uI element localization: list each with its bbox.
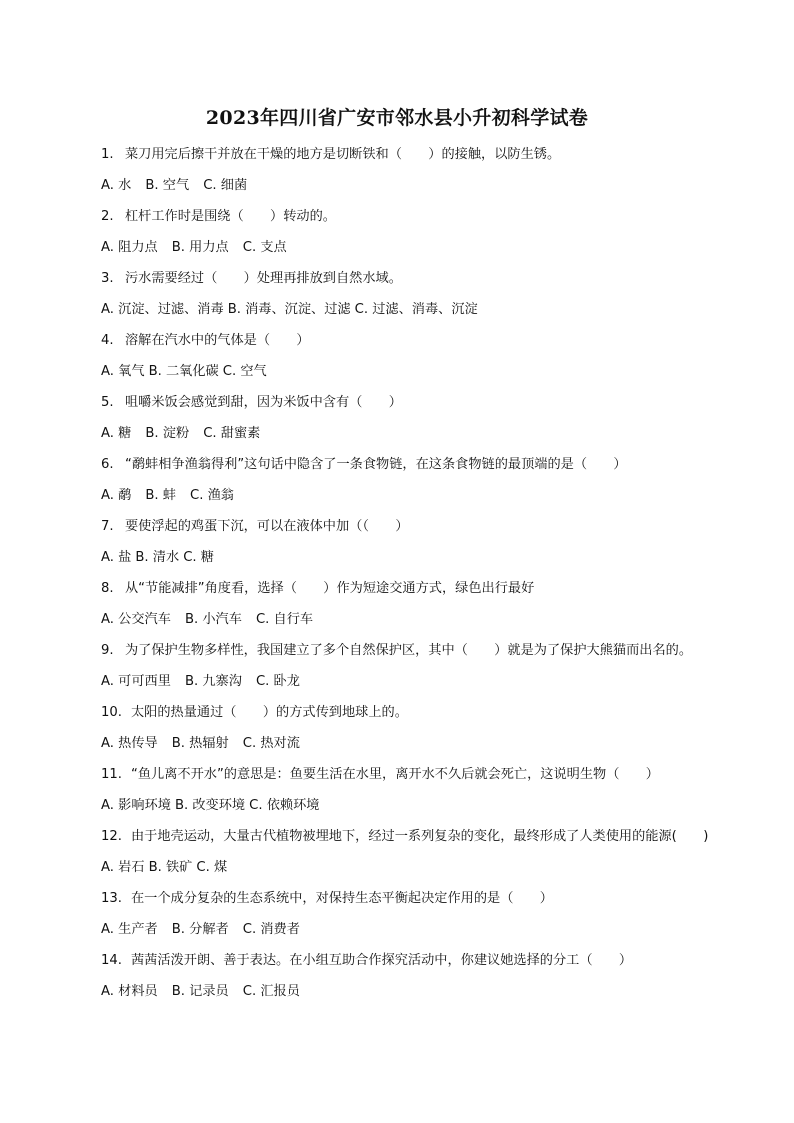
option-b: B. 消毒、沉淀、过滤 (227, 302, 351, 317)
question-number: 5. (101, 395, 114, 410)
option-b: B. 热辐射 (171, 736, 229, 751)
question-number: 10. (101, 705, 122, 720)
question-number: 7. (101, 519, 114, 534)
question-item-2 (101, 204, 761, 266)
question-text: 从“节能减排”角度看，选择（ ）作为短途交通方式，绿色出行最好 (125, 581, 535, 596)
question-stem (101, 638, 761, 669)
question-number: 11. (101, 767, 122, 782)
question-options (101, 297, 761, 328)
question-options (101, 173, 761, 204)
option-c: C. 过滤、消毒、沉淀 (354, 302, 478, 317)
question-stem (101, 824, 761, 855)
question-stem (101, 452, 761, 483)
question-item-4 (101, 328, 761, 390)
question-options (101, 979, 761, 1010)
question-text: “鱼儿离不开水”的意思是：鱼要生活在水里，离开水不久后就会死亡，这说明生物（ ） (131, 767, 659, 782)
option-a: A. 沉淀、过滤、消毒 (101, 302, 224, 317)
question-stem (101, 204, 761, 235)
question-item-11 (101, 762, 761, 824)
option-b: B. 淀粉 (145, 426, 190, 441)
option-c: C. 空气 (222, 364, 267, 379)
question-stem (101, 886, 761, 917)
question-number: 9. (101, 643, 114, 658)
question-text: 由于地壳运动，大量古代植物被埋地下，经过一系列复杂的变化，最终形成了人类使用的能源( ) (131, 829, 709, 844)
question-stem (101, 948, 761, 979)
question-number: 13. (101, 891, 122, 906)
question-stem (101, 328, 761, 359)
question-item-5 (101, 390, 761, 452)
option-b: B. 小汽车 (184, 612, 242, 627)
question-item-1 (101, 142, 761, 204)
question-options (101, 359, 761, 390)
option-c: C. 煤 (196, 860, 228, 875)
question-item-14 (101, 948, 761, 1010)
option-a: A. 公交汽车 (101, 612, 171, 627)
option-a: A. 材料员 (101, 984, 158, 999)
option-c: C. 卧龙 (255, 674, 300, 689)
question-number: 2. (101, 209, 114, 224)
question-stem (101, 142, 761, 173)
question-options (101, 669, 761, 700)
option-b: B. 分解者 (171, 922, 229, 937)
question-stem (101, 700, 761, 731)
question-text: “鹬蚌相争渔翁得利”这句话中隐含了一条食物链，在这条食物链的最顶端的是（ ） (125, 457, 627, 472)
question-text: 杠杆工作时是围绕（ ）转动的。 (125, 209, 336, 224)
option-c: C. 汇报员 (242, 984, 300, 999)
question-options (101, 421, 761, 452)
question-item-3 (101, 266, 761, 328)
question-number: 14. (101, 953, 122, 968)
question-text: 要使浮起的鸡蛋下沉，可以在液体中加（（ ） (125, 519, 409, 534)
option-b: B. 改变环境 (174, 798, 246, 813)
question-item-13 (101, 886, 761, 948)
question-text: 太阳的热量通过（ ）的方式传到地球上的。 (131, 705, 408, 720)
option-a: A. 鹬 (101, 488, 132, 503)
question-stem (101, 266, 761, 297)
question-text: 茜茜活泼开朗、善于表达。在小组互助合作探究活动中，你建议她选择的分工（ ） (131, 953, 633, 968)
option-b: B. 二氧化碳 (148, 364, 219, 379)
option-a: A. 糖 (101, 426, 132, 441)
option-c: C. 糖 (183, 550, 214, 565)
question-number: 12. (101, 829, 122, 844)
option-b: B. 九寨沟 (184, 674, 242, 689)
option-a: A. 水 (101, 178, 132, 193)
question-stem (101, 390, 761, 421)
question-item-7 (101, 514, 761, 576)
question-text: 溶解在汽水中的气体是（ ） (125, 333, 310, 348)
option-b: B. 铁矿 (148, 860, 193, 875)
question-item-8 (101, 576, 761, 638)
question-options (101, 917, 761, 948)
option-a: A. 可可西里 (101, 674, 171, 689)
question-item-6 (101, 452, 761, 514)
question-options (101, 607, 761, 638)
option-a: A. 阻力点 (101, 240, 158, 255)
question-stem (101, 514, 761, 545)
question-text: 咀嚼米饭会感觉到甜，因为米饭中含有（ ） (125, 395, 402, 410)
option-a: A. 生产者 (101, 922, 158, 937)
question-stem (101, 762, 761, 793)
question-options (101, 235, 761, 266)
option-c: C. 渔翁 (190, 488, 234, 503)
option-c: C. 自行车 (255, 612, 314, 627)
question-text: 在一个成分复杂的生态系统中，对保持生态平衡起决定作用的是（ ） (131, 891, 553, 906)
option-a: A. 热传导 (101, 736, 158, 751)
question-text: 菜刀用完后擦干并放在干燥的地方是切断铁和（ ）的接触，以防生锈。 (125, 147, 561, 162)
option-b: B. 记录员 (171, 984, 229, 999)
question-number: 6. (101, 457, 114, 472)
option-c: C. 依赖环境 (249, 798, 320, 813)
question-number: 4. (101, 333, 114, 348)
option-b: B. 空气 (145, 178, 190, 193)
option-c: C. 消费者 (242, 922, 300, 937)
option-b: B. 蚌 (145, 488, 176, 503)
question-item-10 (101, 700, 761, 762)
question-number: 8. (101, 581, 114, 596)
question-item-9 (101, 638, 761, 700)
question-options (101, 855, 761, 886)
question-list (101, 142, 761, 1010)
question-options (101, 483, 761, 514)
exam-title: 2023年四川省广安市邻水县小升初科学试卷 (205, 107, 589, 129)
question-text: 污水需要经过（ ）处理再排放到自然水域。 (125, 271, 402, 286)
question-number: 3. (101, 271, 114, 286)
option-c: C. 甜蜜素 (203, 426, 261, 441)
option-c: C. 热对流 (242, 736, 300, 751)
question-number: 1. (101, 147, 114, 162)
question-item-12 (101, 824, 761, 886)
option-a: A. 岩石 (101, 860, 145, 875)
option-b: B. 清水 (135, 550, 180, 565)
question-stem (101, 576, 761, 607)
question-text: 为了保护生物多样性，我国建立了多个自然保护区，其中（ ）就是为了保护大熊猫而出名的。 (125, 643, 693, 658)
option-b: B. 用力点 (171, 240, 229, 255)
option-a: A. 影响环境 (101, 798, 171, 813)
option-a: A. 盐 (101, 550, 132, 565)
option-c: C. 细菌 (203, 178, 248, 193)
question-options (101, 731, 761, 762)
question-options (101, 793, 761, 824)
option-a: A. 氧气 (101, 364, 145, 379)
option-c: C. 支点 (242, 240, 287, 255)
question-options (101, 545, 761, 576)
